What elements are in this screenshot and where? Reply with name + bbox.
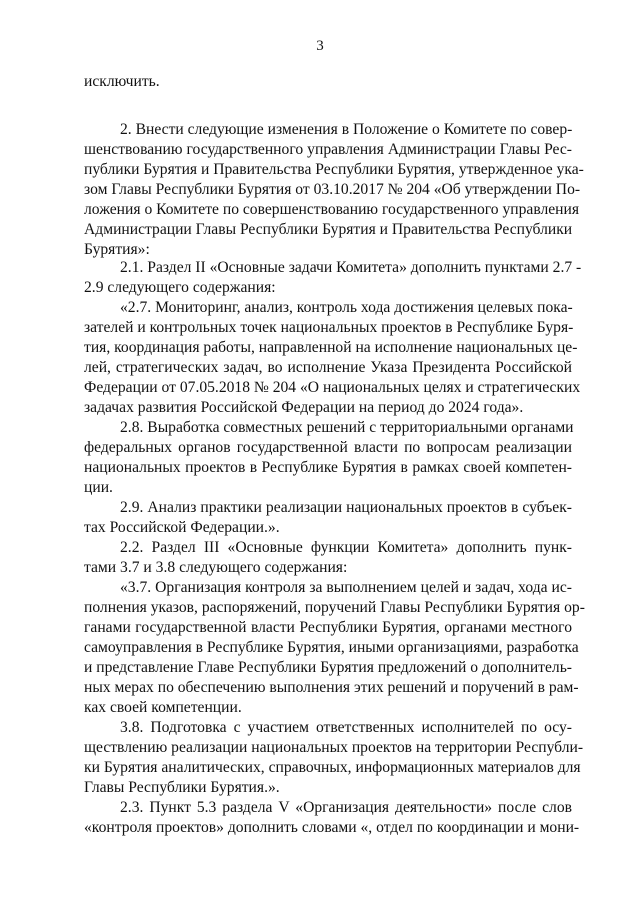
text-line: Администрации Главы Республики Бурятия и Правительства Республики (84, 221, 573, 238)
text-line: 2.8. Выработка совместных решений с территориальными органами (120, 419, 574, 436)
text-line: 2.2. Раздел III «Основные функции Комитета» дополнить пунк- (120, 539, 572, 556)
text-line: 2.9. Анализ практики реализации национальных проектов в субъек- (120, 499, 572, 516)
text-line: 2.1. Раздел II «Основные задачи Комитета» дополнить пунктами 2.7 - (120, 259, 582, 276)
text-line: тия, координация работы, направленной на исполнение национальных це- (84, 339, 578, 356)
text-line: Бурятия»: (84, 241, 150, 258)
text-line: «2.7. Мониторинг, анализ, контроль хода достижения целевых пока- (120, 299, 573, 316)
text-line: национальных проектов в Республике Бурятия в рамках своей компетен- (84, 459, 572, 476)
text-line: задачах развития Российской Федерации на период до 2024 года». (84, 399, 524, 416)
text-line: 3.8. Подготовка с участием ответственных исполнителей по осу- (120, 719, 572, 736)
text-line: 2. Внести следующие изменения в Положение о Комитете по совер- (120, 121, 573, 138)
text-line: тах Российской Федерации.». (84, 519, 280, 536)
text-line: 2.3. Пункт 5.3 раздела V «Организация деятельности» после слов (120, 799, 572, 816)
text-line: зателей и контрольных точек национальных проектов в Республике Буря- (84, 319, 574, 336)
text-line: тами 3.7 и 3.8 следующего содержания: (84, 559, 348, 576)
text-line: ществлению реализации национальных проектов на территории Республи- (84, 739, 584, 756)
text-line: ложения о Комитете по совершенствованию государственного управления (84, 201, 580, 218)
text-line: самоуправления в Республике Бурятия, иными организациями, разработка (84, 639, 579, 656)
text-line: Федерации от 07.05.2018 № 204 «О национальных целях и стратегических (84, 379, 581, 396)
text-line: 2.9 следующего содержания: (84, 279, 276, 296)
text-line: ных мерах по обеспечению выполнения этих решений и поручений в рам- (84, 679, 579, 696)
text-line: публики Бурятия и Правительства Республики Бурятия, утвержденное ука- (84, 161, 584, 178)
text-line: и представление Главе Республики Бурятия предложений о дополнитель- (84, 659, 572, 676)
text-line: лей, стратегических задач, во исполнение Указа Президента Российской (84, 359, 572, 376)
text-line: ках своей компетенции. (84, 699, 242, 716)
text-line: исключить. (84, 73, 160, 90)
text-line: ции. (84, 479, 113, 496)
text-line: ганами государственной власти Республики Бурятия, органами местного (84, 619, 572, 636)
text-line: шенствованию государственного управления Администрации Главы Рес- (84, 141, 572, 158)
text-line: «контроля проектов» дополнить словами «, отдел по координации и мони- (84, 819, 580, 836)
text-line: зом Главы Республики Бурятия от 03.10.2017 № 204 «Об утверждении По- (84, 181, 581, 198)
page-number: 3 (316, 38, 324, 54)
text-line: федеральных органов государственной власти по вопросам реализации (84, 439, 572, 456)
text-line: «3.7. Организация контроля за выполнением целей и задач, хода ис- (120, 579, 572, 596)
text-line: ки Бурятия аналитических, справочных, информационных материалов для (84, 759, 581, 776)
text-line: полнения указов, распоряжений, поручений Главы Республики Бурятия ор- (84, 599, 585, 616)
text-line: Главы Республики Бурятия.». (84, 779, 280, 796)
